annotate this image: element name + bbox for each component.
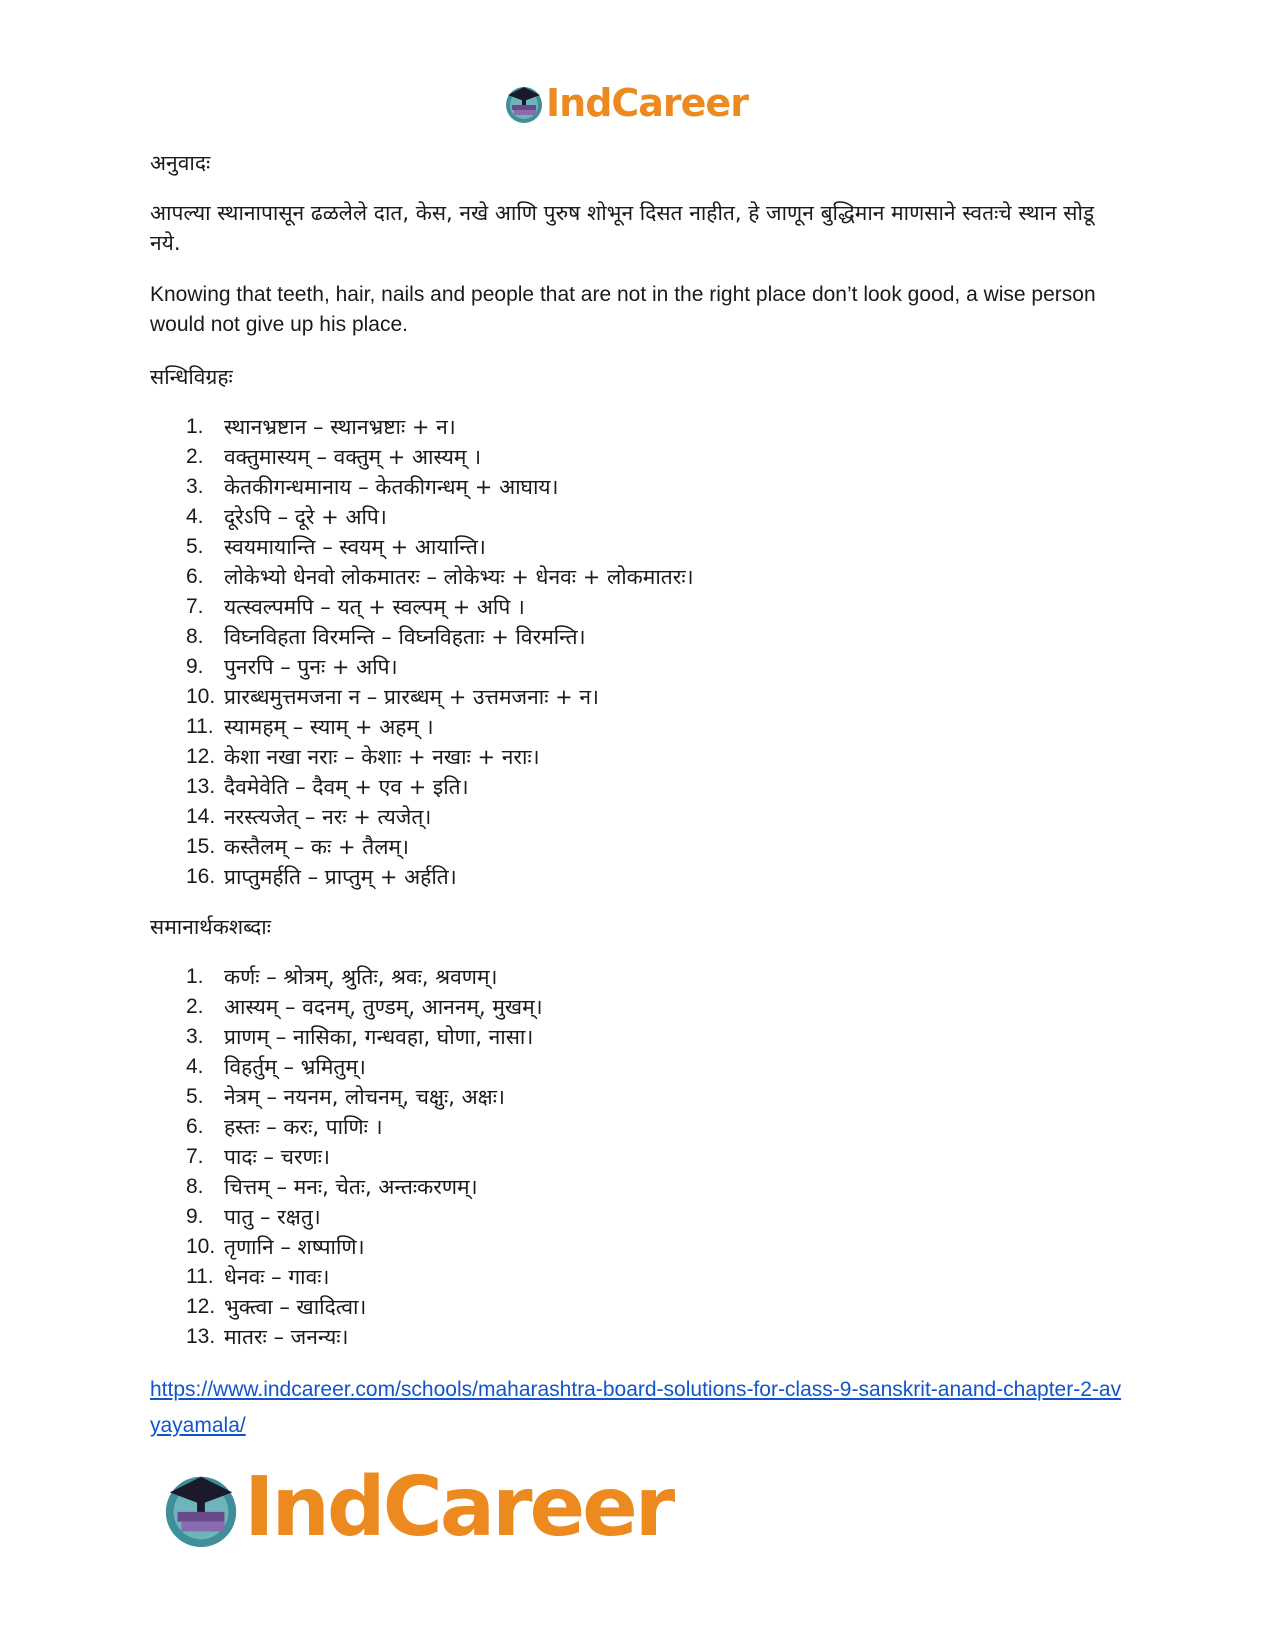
item-text: कर्णः – श्रोत्रम्, श्रुतिः, श्रवः, श्रवणम्। [224,965,498,989]
list-item [186,622,1130,652]
item-number: 16. [186,865,216,888]
list-item [186,1232,1130,1262]
list-item [186,1262,1130,1292]
item-text: स्यामहम् – स्याम् + अहम् । [224,715,434,739]
item-number: 8. [186,625,204,648]
list-item [186,652,1130,682]
item-number: 9. [186,655,204,678]
item-text: नरस्त्यजेत् – नरः + त्यजेत्। [224,805,432,829]
list-item [186,962,1130,992]
item-text: प्राणम् – नासिका, गन्धवहा, घोणा, नासा। [224,1025,534,1049]
item-text: केतकीगन्धमानाय – केतकीगन्धम् + आघाय। [224,475,559,499]
item-number: 15. [186,835,216,858]
item-number: 3. [186,1025,204,1048]
graduation-cap-books-globe-icon [502,81,546,125]
item-text: पातु – रक्षतु। [224,1205,321,1229]
list-item [186,862,1130,892]
list-item [186,682,1130,712]
item-text: नेत्रम् – नयनम, लोचनम्, चक्षुः, अक्षः। [224,1085,505,1109]
item-number: 7. [186,595,204,618]
english-translation: Knowing that teeth, hair, nails and people that are not in the right place don’t look good, a wise person would not give up his place. [150,283,1096,336]
item-text: हस्तः – करः, पाणिः । [224,1115,383,1139]
translation-heading: अनुवादः [150,151,211,175]
item-number: 10. [186,685,216,708]
list-item [186,832,1130,862]
item-text: यत्स्वल्पमपि – यत् + स्वल्पम् + अपि । [224,595,525,619]
indcareer-logo-bottom [158,1462,672,1554]
item-text: लोकेभ्यो धेनवो लोकमातरः – लोकेभ्यः + धेनवः + लोकमातरः। [224,565,694,589]
list-item [186,1082,1130,1112]
list-item [186,592,1130,622]
list-item [186,562,1130,592]
list-item [186,502,1130,532]
item-text: पुनरपि – पुनः + अपि। [224,655,398,679]
list-item [186,1022,1130,1052]
item-text: प्राप्तुमर्हति – प्राप्तुम् + अर्हति। [224,865,457,889]
list-item [186,1202,1130,1232]
item-text: भुक्त्वा – खादित्वा। [224,1295,367,1319]
item-text: मातरः – जनन्यः। [224,1325,349,1349]
item-number: 1. [186,415,204,438]
item-text: कस्तैलम् – कः + तैलम्। [224,835,409,859]
sandhi-heading: सन्धिविग्रहः [150,365,233,389]
item-number: 10. [186,1235,216,1258]
list-item [186,712,1130,742]
indcareer-logo-top [502,80,748,126]
item-text: वक्तुमास्यम् – वक्तुम् + आस्यम् । [224,445,482,469]
item-number: 9. [186,1205,204,1228]
list-item [186,802,1130,832]
sandhi-list [150,412,1130,892]
item-number: 8. [186,1175,204,1198]
item-text: प्रारब्धमुत्तमजना न – प्रारब्धम् + उत्तमजनाः + न। [224,685,600,709]
item-text: आस्यम् – वदनम्, तुण्डम्, आननम्, मुखम्। [224,995,543,1019]
item-number: 5. [186,535,204,558]
item-number: 12. [186,1295,216,1318]
item-number: 6. [186,1115,204,1138]
item-text: दूरेऽपि – दूरे + अपि। [224,505,387,529]
item-number: 7. [186,1145,204,1168]
item-number: 4. [186,505,204,528]
list-item [186,1172,1130,1202]
item-number: 4. [186,1055,204,1078]
list-item [186,1112,1130,1142]
synonyms-heading: समानार्थकशब्दाः [150,915,271,939]
item-number: 11. [186,1265,214,1288]
graduation-cap-books-globe-icon [158,1465,244,1551]
list-item [186,1322,1130,1352]
list-item [186,412,1130,442]
item-text: केशा नखा नराः – केशाः + नखाः + नराः। [224,745,540,769]
list-item [186,992,1130,1022]
item-number: 12. [186,745,216,768]
item-number: 2. [186,445,204,468]
item-text: तृणानि – शष्पाणि। [224,1235,365,1259]
item-text: विघ्नविहता विरमन्ति – विघ्नविहताः + विरमन्ति। [224,625,586,649]
item-text: दैवमेवेति – दैवम् + एव + इति। [224,775,469,799]
item-text: चित्तम् – मनः, चेतः, अन्तःकरणम्। [224,1175,478,1199]
item-number: 1. [186,965,204,988]
item-number: 13. [186,775,216,798]
list-item [186,532,1130,562]
brand-wordmark: IndCareer [546,81,748,125]
list-item [186,1292,1130,1322]
list-item [186,1142,1130,1172]
item-number: 13. [186,1325,216,1348]
item-number: 14. [186,805,216,828]
item-text: विहर्तुम् – भ्रमितुम्। [224,1055,366,1079]
list-item [186,442,1130,472]
item-number: 11. [186,715,214,738]
item-number: 5. [186,1085,204,1108]
source-link[interactable]: https://www.indcareer.com/schools/maharashtra-board-solutions-for-class-9-sanskrit-anand-chapter-2-avyayamala/ [150,1378,1122,1437]
list-item [186,742,1130,772]
synonyms-list [150,962,1130,1352]
item-number: 6. [186,565,204,588]
item-text: धेनवः – गावः। [224,1265,330,1289]
item-text: स्वयमायान्ति – स्वयम् + आयान्ति। [224,535,486,559]
list-item [186,1052,1130,1082]
list-item [186,772,1130,802]
item-number: 2. [186,995,204,1018]
item-text: स्थानभ्रष्टान – स्थानभ्रष्टाः + न। [224,415,456,439]
item-number: 3. [186,475,204,498]
list-item [186,472,1130,502]
item-text: पादः – चरणः। [224,1145,330,1169]
page-content [150,148,1130,1372]
marathi-translation: आपल्या स्थानापासून ढळलेले दात, केस, नखे आणि पुरुष शोभून दिसत नाहीत, हे जाणून बुद्धिमान माणसाने स्वतःचे स्थान सोडू नये. [150,201,1095,255]
brand-wordmark: IndCareer [244,1460,673,1555]
